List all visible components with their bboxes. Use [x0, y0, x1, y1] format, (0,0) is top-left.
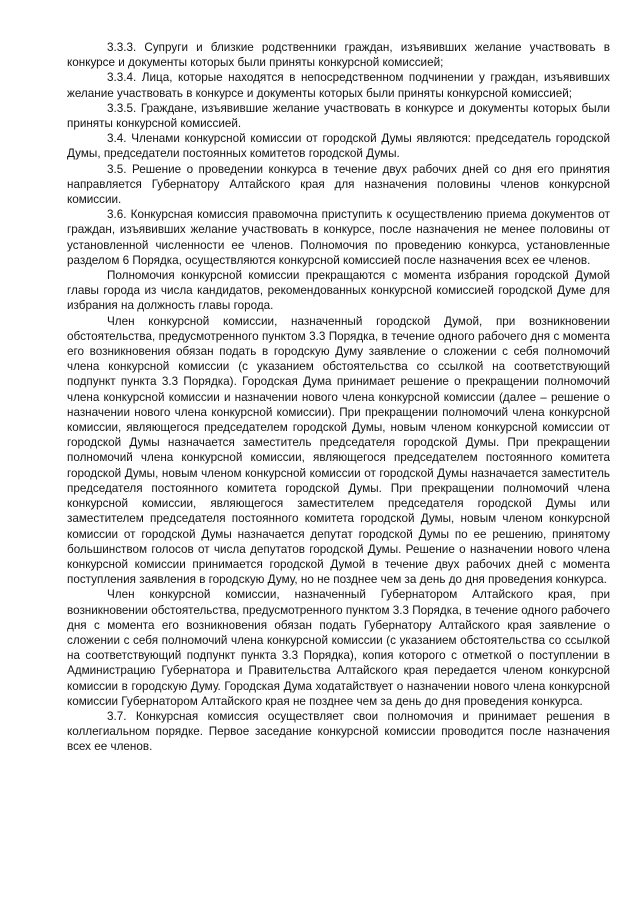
- paragraph-3-3-5: 3.3.5. Граждане, изъявившие желание участвовать в конкурсе и документы которых были приняты конкурсной комиссией.: [67, 101, 610, 131]
- paragraph-3-7: 3.7. Конкурсная комиссия осуществляет свои полномочия и принимает решения в коллегиальном порядке. Первое заседание конкурсной комиссии проводится после назначения всех ее членов.: [67, 709, 610, 754]
- document-page: [67, 40, 610, 755]
- paragraph-duma-member-replacement: Член конкурсной комиссии, назначенный городской Думой, при возникновении обстоятельства, предусмотренного пунктом 3.3 Порядка, в течение одного рабочего дня с момента его возникновения обязан подать в городскую Думу заявление о сложении с себя полномочий члена конкурсной комиссии (с указанием обстоятельства со ссылкой на соответствующий подпункт пункта 3.3 Порядка). Городская Дума принимает решение о прекращении полномочий члена конкурсной комиссии и назначении нового члена конкурсной комиссии (далее – решение о назначении нового члена конкурсной комиссии). При прекращении полномочий члена конкурсной комиссии, являющегося председателем городской Думы, новым членом конкурсной комиссии от городской Думы назначается заместитель председателя городской Думы. При прекращении полномочий члена конкурсной комиссии, являющегося председателем постоянного комитета городской Думы, новым членом конкурсной комиссии от городской Думы назначается заместитель председателя постоянного комитета городской Думы. При прекращении полномочий члена конкурсной комиссии, являющегося заместителем председателя городской Думы или заместителем председателя постоянного комитета городской Думы, новым членом конкурсной комиссии от городской Думы назначается депутат городской Думы по ее решению, принятому большинством голосов от числа депутатов городской Думы. Решение о назначении нового члена конкурсной комиссии принимается городской Думой в течение двух рабочих дней с момента поступления заявления в городскую Думу, но не позднее чем за день до дня проведения конкурса.: [67, 314, 610, 587]
- paragraph-3-4: 3.4. Членами конкурсной комиссии от городской Думы являются: председатель городской Думы, председатели постоянных комитетов городской Думы.: [67, 132, 610, 161]
- paragraph-3-3-4: 3.3.4. Лица, которые находятся в непосредственном подчинении у граждан, изъявивших желание участвовать в конкурсе и документы которых были приняты конкурсной комиссией;: [67, 71, 610, 100]
- paragraph-3-5: 3.5. Решение о проведении конкурса в течение двух рабочих дней со дня его принятия направляется Губернатору Алтайского края для назначения половины членов конкурсной комиссии.: [67, 162, 610, 207]
- paragraph-3-6: 3.6. Конкурсная комиссия правомочна приступить к осуществлению приема документов от граждан, изъявивших желание участвовать в конкурсе, после назначения не менее половины от установленной численности ее членов. Полномочия по проведению конкурса, установленные разделом 6 Порядка, осуществляются конкурсной комиссией после назначения всех ее членов.: [67, 208, 610, 267]
- paragraph-3-3-3: 3.3.3. Супруги и близкие родственники граждан, изъявивших желание участвовать в конкурсе и документы которых были приняты конкурсной комиссией;: [67, 41, 610, 70]
- paragraph-governor-member-replacement: Член конкурсной комиссии, назначенный Губернатором Алтайского края, при возникновении обстоятельства, предусмотренного пунктом 3.3 Порядка, в течение одного рабочего дня с момента его возникновения обязан подать Губернатору Алтайского края заявление о сложении с себя полномочий члена конкурсной комиссии (с указанием обстоятельства со ссылкой на соответствующий подпункт пункта 3.3 Порядка), копия которого с отметкой о поступлении в Администрацию Губернатора и Правительства Алтайского края передается членом конкурсной комиссии в городскую Думу. Городская Дума ходатайствует о назначении нового члена конкурсной комиссии Губернатором Алтайского края не позднее чем за день до дня проведения конкурса.: [67, 588, 610, 708]
- paragraph-commission-termination: Полномочия конкурсной комиссии прекращаются с момента избрания городской Думой главы города из числа кандидатов, рекомендованных конкурсной комиссией городской Думе для избрания на должность главы города.: [67, 269, 610, 313]
